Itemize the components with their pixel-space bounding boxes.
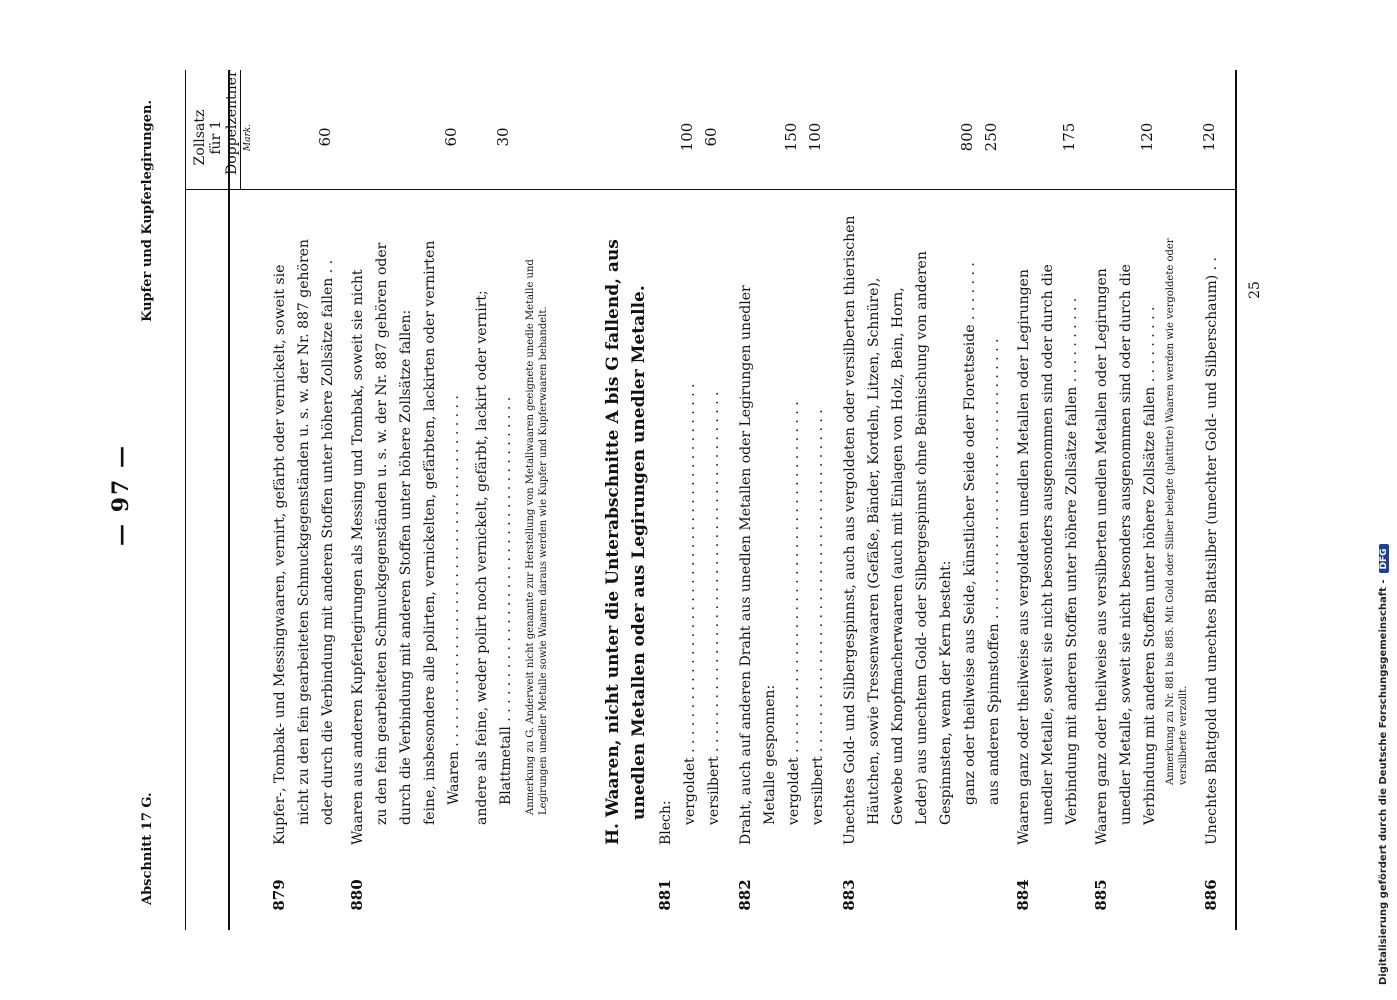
entry-number: 882 <box>736 879 754 911</box>
entry-882-line-2: Metalle gesponnen: <box>762 684 778 825</box>
rate-value: 175 <box>1060 122 1078 152</box>
entry-880-fine-line-2: Waaren . . . . . . . . . . . . . . . . . . . . . . . . . . . . . . . . . . . . . . . . <box>446 395 462 805</box>
table-bottom-rule <box>1235 70 1237 930</box>
entry-880-other-line-1: andere als feine, weder polirt noch vernickelt, gefärbt, lackirt oder vernirt; <box>474 290 490 825</box>
entry-number: 881 <box>656 879 674 911</box>
rate-value: 60 <box>702 127 720 147</box>
rate-value: 30 <box>494 127 512 147</box>
entry-880-line-1: Waaren aus anderen Kupferlegirungen als Messing und Tombak, soweit sie nicht <box>350 269 366 845</box>
rate-column-header <box>192 70 256 185</box>
entry-number: 884 <box>1014 879 1032 911</box>
digitization-text: Digitalisierung gefördert durch die Deutsche Forschungsgemeinschaft - <box>1378 579 1389 985</box>
entry-number: 885 <box>1092 879 1110 911</box>
section-h-line-1: H. Waaren, nicht unter die Unterabschnitte A bis G fallend, aus <box>603 239 623 845</box>
entry-879-line-2: nicht zu den fein gearbeiteten Schmuckgegenständen u. s. w. der Nr. 887 gehören <box>296 239 312 825</box>
rate-value: 120 <box>1200 122 1218 152</box>
table-top-rule <box>228 70 230 930</box>
entry-884-line-2: unedler Metalle, soweit sie nicht besonders ausgenommen sind oder durch die <box>1040 264 1056 825</box>
entry-880-line-2: zu den fein gearbeiteten Schmuckgegenständen u. s. w. der Nr. 887 gehören oder <box>374 242 390 825</box>
note-g: Anmerkung zu G. Anderweit nicht genannte zur Herstellung von Metallwaaren geeignete unedle Metalle und Legirungen unedler Metalle sowie Waaren daraus werden wie Kupfer und Kupferwaaren behandelt. <box>525 259 549 815</box>
entry-884-line-1: Waaren ganz oder theilweise aus vergoldeten unedlen Metallen oder Legirungen <box>1016 269 1032 845</box>
entry-882-line-1: Draht, auch auf anderen Draht aus unedlen Metallen oder Legirungen unedler <box>738 285 754 845</box>
rate-value: 250 <box>982 122 1000 152</box>
entry-879-line-3: oder durch die Verbindung mit anderen Stoffen unter höhere Zollsätze fallen . . <box>320 259 336 825</box>
digitization-note <box>1378 15 1389 985</box>
entry-number: 879 <box>270 879 288 911</box>
page-number: — 97 — <box>108 444 134 546</box>
section-title: Kupfer und Kupferlegirungen. <box>140 100 155 322</box>
entry-885-line-1: Waaren ganz oder theilweise aus versilberten unedlen Metallen oder Legirungen <box>1094 268 1110 845</box>
entry-883-line-2: Häutchen, sowie Tressenwaaren (Gefäße, Bänder, Kordeln, Litzen, Schnüre), <box>866 277 882 825</box>
entry-880-fine-line-1: feine, insbesondere alle polirten, vernickelten, gefärbten, lackirten oder vernirten <box>422 240 438 825</box>
section-label: Abschnitt 17 G. <box>140 792 155 905</box>
rate-value: 60 <box>442 127 460 147</box>
entry-880-line-3: durch die Verbindung mit anderen Stoffen unter höhere Zollsätze fallen: <box>398 309 414 825</box>
entry-883-line-1: Unechtes Gold- und Silbergespinnst, auch aus vergoldeten oder versilberten thierischen <box>842 215 858 845</box>
rate-column-unit: Mark. <box>243 123 253 152</box>
header-rule <box>185 70 186 930</box>
rate-value: 800 <box>958 122 976 152</box>
entry-883-line-4: Leder) aus unechtem Gold- oder Silbergespinnst ohne Beimischung von anderen <box>914 251 930 825</box>
entry-882-silver: versilbert . . . . . . . . . . . . . . . . . . . . . . . . . . . . . . . . . . . . . . . <box>810 409 826 825</box>
note-881-885: Anmerkung zu Nr. 881 bis 885. Mit Gold oder Silber belegte (plattirte) Waaren werden wie vergoldete oder versilberte verzollt. <box>1165 238 1189 785</box>
rate-value: 150 <box>782 122 800 152</box>
rate-value: 60 <box>316 127 334 147</box>
entry-883-other: aus anderen Spinnstoffen . . . . . . . . . . . . . . . . . . . . . . . . . . . . . . . . <box>986 338 1002 805</box>
entry-883-line-3: Gewebe und Knopfmacherwaaren (auch mit Einlagen von Holz, Bein, Horn, <box>890 287 906 825</box>
entry-number: 886 <box>1202 879 1220 911</box>
entry-883-line-5: Gespinnsten, wenn der Kern besteht: <box>938 560 954 825</box>
rate-column-divider <box>185 189 1235 190</box>
rate-value: 120 <box>1138 122 1156 152</box>
entry-884-line-3: Verbindung mit anderen Stoffen unter höhere Zollsätze fallen . . . . . . . . . . <box>1064 297 1080 825</box>
entry-881-gilt: vergoldet . . . . . . . . . . . . . . . . . . . . . . . . . . . . . . . . . . . . . . . . . . <box>682 383 698 825</box>
entry-886-line-1: Unechtes Blattgold und unechtes Blattsilber (unechter Gold- und Silberschaum) . . <box>1204 256 1220 845</box>
entry-879-line-1: Kupfer-, Tombak- und Messingwaaren, vernirt, gefärbt oder vernickelt, soweit sie <box>272 264 288 845</box>
entry-885-line-2: unedler Metalle, soweit sie nicht besonders ausgenommen sind oder durch die <box>1118 264 1134 825</box>
entry-883-silk: ganz oder theilweise aus Seide, künstlicher Seide oder Florettseide . . . . . . . <box>962 262 978 805</box>
entry-880-other-line-2: Blattmetall . . . . . . . . . . . . . . . . . . . . . . . . . . . . . . . . . . . . . <box>498 396 514 805</box>
rate-value: 100 <box>678 122 696 152</box>
section-h-line-2: unedlen Metallen oder aus Legirungen unedler Metalle. <box>629 285 649 820</box>
entry-881-silver: versilbert . . . . . . . . . . . . . . . . . . . . . . . . . . . . . . . . . . . . . . . . . <box>706 391 722 825</box>
entry-881-line-1: Blech: <box>658 800 674 845</box>
entry-885-line-3: Verbindung mit anderen Stoffen unter höhere Zollsätze fallen . . . . . . . . . <box>1142 306 1158 825</box>
footer-page-number: 25 <box>1247 281 1263 299</box>
dfg-logo: DFG <box>1379 544 1389 573</box>
entry-number: 883 <box>840 879 858 911</box>
entry-882-gilt: vergoldet . . . . . . . . . . . . . . . . . . . . . . . . . . . . . . . . . . . . . . . . <box>786 401 802 825</box>
rate-column-title: Zollsatz für 1 Doppelzentner <box>192 70 240 175</box>
rate-value: 100 <box>806 122 824 152</box>
entry-number: 880 <box>348 879 366 911</box>
